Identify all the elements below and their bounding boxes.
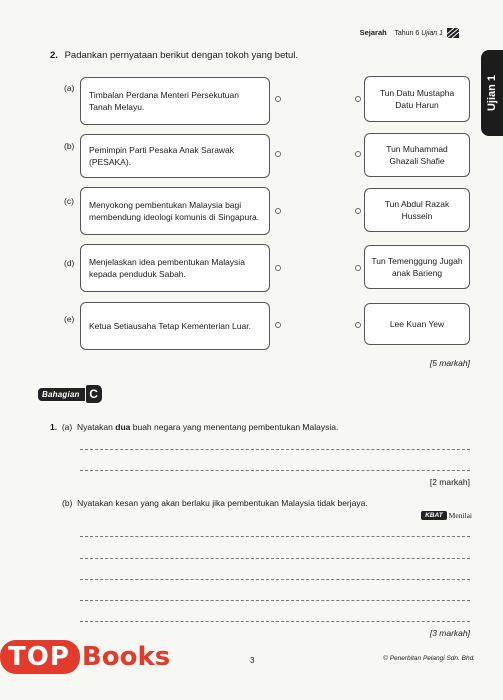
connector-dot-left-e[interactable] <box>275 322 281 328</box>
question-text: Padankan pernyataan berikut dengan tokoh yang betul. <box>64 50 299 61</box>
item-label-c: (c) <box>64 196 74 206</box>
figure-text: Tun Muhammad Ghazali Shafie <box>386 144 448 166</box>
connector-dot-right-d[interactable] <box>355 265 361 271</box>
page-number: 3 <box>250 656 255 665</box>
kbat-skill: Menilai <box>448 511 472 520</box>
item-label-b: (b) <box>64 141 75 151</box>
side-tab[interactable] <box>481 50 503 136</box>
connector-dot-left-a[interactable] <box>275 96 281 102</box>
answer-line[interactable] <box>80 470 470 471</box>
connector-dot-right-e[interactable] <box>355 322 361 328</box>
figure-text: Tun Abdul Razak Hussein <box>384 199 450 221</box>
question-1b <box>62 498 368 508</box>
question-2-instruction <box>50 50 298 61</box>
publisher-credit: © Penerbitan Pelangi Sdn. Bhd. <box>383 655 475 662</box>
statement-text: Timbalan Perdana Menteri Persekutuan Tanah Melayu. <box>89 90 239 112</box>
connector-dot-right-c[interactable] <box>355 208 361 214</box>
figure-box-a[interactable] <box>364 76 470 122</box>
answer-line[interactable] <box>80 600 470 601</box>
item-label-e: (e) <box>64 314 75 324</box>
marks-q1b: [3 markah] <box>429 628 470 638</box>
section-word: Bahagian <box>38 388 85 401</box>
stripes-icon <box>447 28 459 38</box>
statement-text: Ketua Setiausaha Tetap Kementerian Luar. <box>89 321 251 331</box>
connector-dot-right-a[interactable] <box>355 96 361 102</box>
kbat-tag: KBAT <box>421 511 447 520</box>
answer-line[interactable] <box>80 536 470 537</box>
figure-box-d[interactable] <box>364 245 470 289</box>
item-label-a: (a) <box>64 83 75 93</box>
marks-q1a: [2 markah] <box>429 477 470 487</box>
figure-box-b[interactable] <box>364 133 470 177</box>
answer-line[interactable] <box>80 558 470 559</box>
kbat-badge <box>421 511 472 520</box>
part-text-post: buah negara yang menentang pembentukan Malaysia. <box>132 422 339 432</box>
statement-box-e[interactable] <box>80 302 270 350</box>
part-label: (a) <box>61 422 73 432</box>
page-header <box>360 28 459 38</box>
answer-line[interactable] <box>80 621 470 622</box>
figure-box-e[interactable] <box>364 303 470 345</box>
question-1a <box>50 422 338 432</box>
header-subject: Sejarah <box>359 28 387 37</box>
question-number: 2. <box>50 50 58 61</box>
part-text-pre: Nyatakan <box>76 422 113 432</box>
part-text-bold: dua <box>115 422 131 432</box>
topbooks-logo <box>0 640 170 674</box>
question-number: 1. <box>50 422 58 432</box>
statement-text: Menyokong pembentukan Malaysia bagi membendung ideologi komunis di Singapura. <box>89 200 260 222</box>
figure-text: Tun Datu Mustapha Datu Harun <box>379 88 455 110</box>
statement-box-b[interactable] <box>80 134 270 178</box>
item-label-d: (d) <box>64 258 75 268</box>
header-year: Tahun 6 <box>394 30 420 37</box>
figure-text: Lee Kuan Yew <box>389 319 445 329</box>
connector-dot-right-b[interactable] <box>355 151 361 157</box>
part-label: (b) <box>62 498 73 508</box>
statement-box-c[interactable] <box>80 187 270 235</box>
figure-text: Tun Temenggung Jugah anak Barieng <box>371 256 463 278</box>
section-letter: C <box>86 385 102 403</box>
marks-q2: [5 markah] <box>429 358 470 368</box>
side-tab-label: Ujian 1 <box>486 74 499 112</box>
logo-top: TOP <box>0 640 80 674</box>
answer-line[interactable] <box>80 579 470 580</box>
statement-box-a[interactable] <box>80 77 270 125</box>
statement-text: Pemimpin Parti Pesaka Anak Sarawak (PESAKA). <box>89 145 235 167</box>
part-text: Nyatakan kesan yang akan berlaku jika pembentukan Malaysia tidak berjaya. <box>77 498 368 508</box>
answer-line[interactable] <box>80 449 470 450</box>
logo-books: Books <box>81 642 171 672</box>
header-test: Ujian 1 <box>421 30 444 37</box>
statement-text: Menjelaskan idea pembentukan Malaysia kepada penduduk Sabah. <box>89 257 245 279</box>
connector-dot-left-b[interactable] <box>275 151 281 157</box>
section-badge <box>38 385 102 403</box>
connector-dot-left-c[interactable] <box>275 208 281 214</box>
statement-box-d[interactable] <box>80 244 270 292</box>
connector-dot-left-d[interactable] <box>275 265 281 271</box>
figure-box-c[interactable] <box>364 188 470 232</box>
